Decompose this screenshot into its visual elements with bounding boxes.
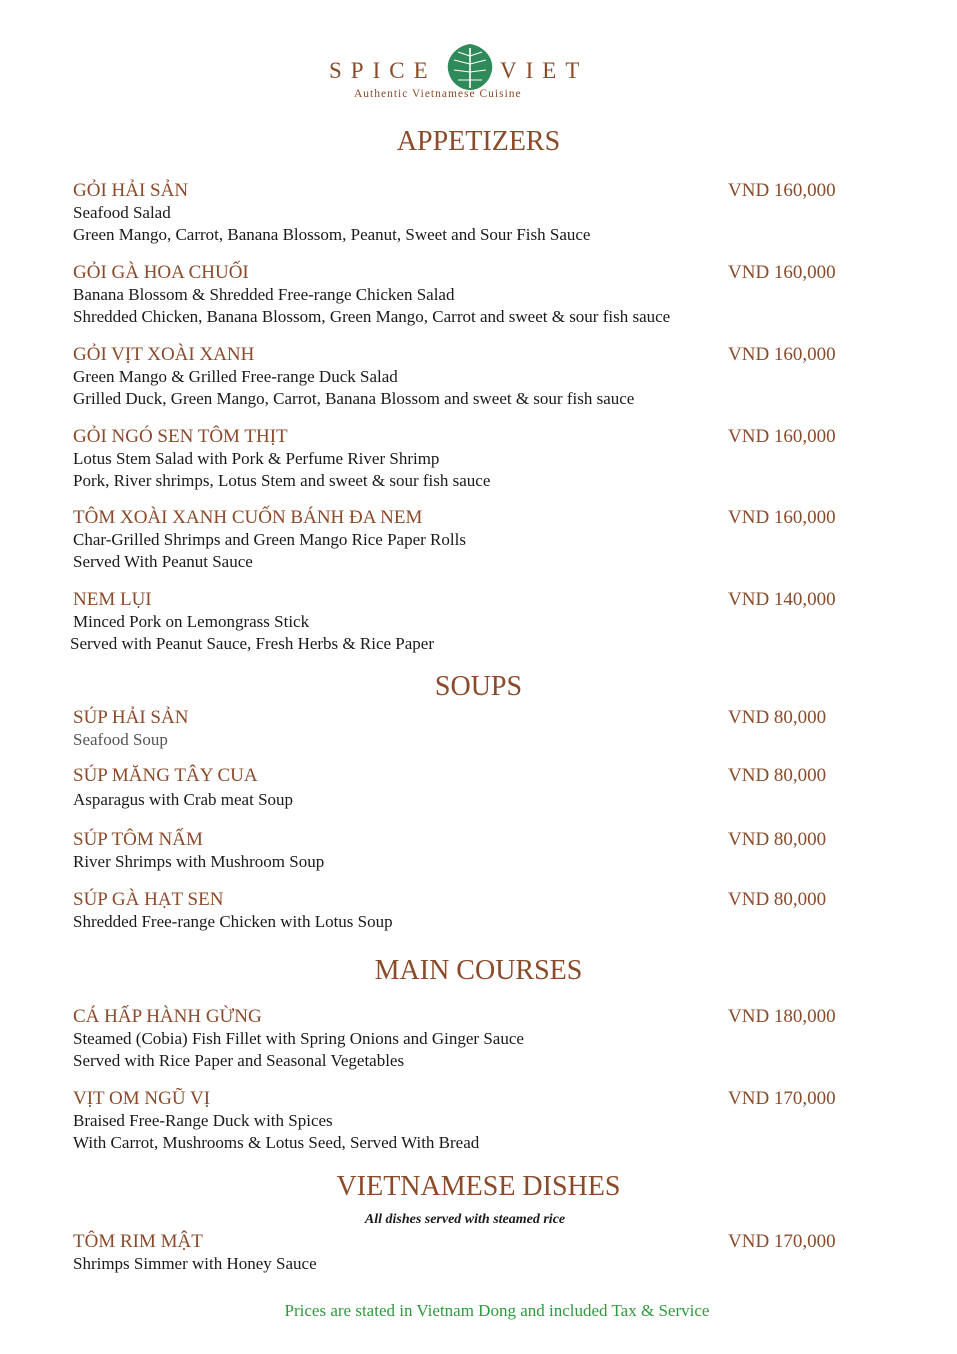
item-name: TÔM RIM MẬT (73, 1231, 203, 1252)
item-price: VND 160,000 (728, 507, 836, 528)
leaf-icon (444, 42, 496, 92)
section-title-vietnamese-dishes: VIETNAMESE DISHES (336, 1171, 621, 1202)
item-description: Braised Free-Range Duck with Spices (73, 1111, 333, 1130)
item-name: SÚP MĂNG TÂY CUA (73, 765, 258, 786)
item-name: SÚP HẢI SẢN (73, 707, 189, 728)
item-description: Minced Pork on Lemongrass Stick (73, 612, 310, 631)
item-price: VND 160,000 (728, 262, 836, 283)
brand-logo (0, 40, 957, 110)
section-title-main-courses: MAIN COURSES (374, 955, 583, 986)
item-price: VND 80,000 (728, 707, 827, 728)
item-description: Banana Blossom & Shredded Free-range Chicken Salad (73, 285, 455, 304)
section-note: All dishes served with steamed rice (364, 1212, 566, 1227)
item-price: VND 160,000 (728, 180, 836, 201)
item-ingredients: Shredded Chicken, Banana Blossom, Green Mango, Carrot and sweet & sour fish sauce (73, 307, 671, 326)
item-price: VND 160,000 (728, 344, 836, 365)
item-name: VỊT OM NGŨ VỊ (73, 1088, 211, 1109)
item-description: Char-Grilled Shrimps and Green Mango Rice Paper Rolls (73, 530, 466, 549)
item-ingredients: With Carrot, Mushrooms & Lotus Seed, Served With Bread (73, 1133, 480, 1152)
item-description: Lotus Stem Salad with Pork & Perfume River Shrimp (73, 449, 440, 468)
item-ingredients: Served with Rice Paper and Seasonal Vegetables (73, 1051, 405, 1070)
item-name: GỎI NGÓ SEN TÔM THỊT (73, 426, 288, 447)
item-name: GỎI GÀ HOA CHUỐI (73, 262, 249, 283)
item-name: GỎI HẢI SẢN (73, 180, 189, 201)
item-price: VND 80,000 (728, 889, 827, 910)
item-price: VND 140,000 (728, 589, 836, 610)
item-description: Steamed (Cobia) Fish Fillet with Spring Onions and Ginger Sauce (73, 1029, 524, 1048)
item-name: GỎI VỊT XOÀI XANH (73, 344, 255, 365)
item-name: SÚP TÔM NẤM (73, 829, 203, 850)
item-description: Asparagus with Crab meat Soup (73, 790, 294, 809)
section-title-soups: SOUPS (434, 671, 523, 702)
item-name: TÔM XOÀI XANH CUỐN BÁNH ĐA NEM (73, 507, 423, 528)
item-description: River Shrimps with Mushroom Soup (73, 852, 325, 871)
item-price: VND 170,000 (728, 1088, 836, 1109)
item-ingredients: Pork, River shrimps, Lotus Stem and sweet & sour fish sauce (73, 471, 491, 490)
item-ingredients: Served With Peanut Sauce (73, 552, 253, 571)
item-description: Shrimps Simmer with Honey Sauce (73, 1254, 317, 1273)
item-price: VND 80,000 (728, 829, 827, 850)
item-name: CÁ HẤP HÀNH GỪNG (73, 1006, 262, 1027)
item-ingredients: Green Mango, Carrot, Banana Blossom, Peanut, Sweet and Sour Fish Sauce (73, 225, 591, 244)
item-name: NEM LỤI (73, 589, 152, 610)
item-price: VND 80,000 (728, 765, 827, 786)
item-ingredients: Served with Peanut Sauce, Fresh Herbs & Rice Paper (70, 634, 434, 653)
item-ingredients: Grilled Duck, Green Mango, Carrot, Banana Blossom and sweet & sour fish sauce (73, 389, 635, 408)
item-price: VND 160,000 (728, 426, 836, 447)
price-footnote: Prices are stated in Vietnam Dong and included Tax & Service (284, 1301, 710, 1320)
item-description: Seafood Soup (73, 730, 168, 749)
item-name: SÚP GÀ HẠT SEN (73, 889, 224, 910)
item-price: VND 170,000 (728, 1231, 836, 1252)
brand-name-right: VIET (500, 58, 589, 83)
brand-tagline: Authentic Vietnamese Cuisine (354, 88, 522, 100)
section-title-appetizers: APPETIZERS (396, 126, 561, 157)
item-price: VND 180,000 (728, 1006, 836, 1027)
item-description: Green Mango & Grilled Free-range Duck Salad (73, 367, 398, 386)
item-description: Seafood Salad (73, 203, 171, 222)
brand-name-left: SPICE (329, 58, 437, 83)
item-description: Shredded Free-range Chicken with Lotus Soup (73, 912, 393, 931)
